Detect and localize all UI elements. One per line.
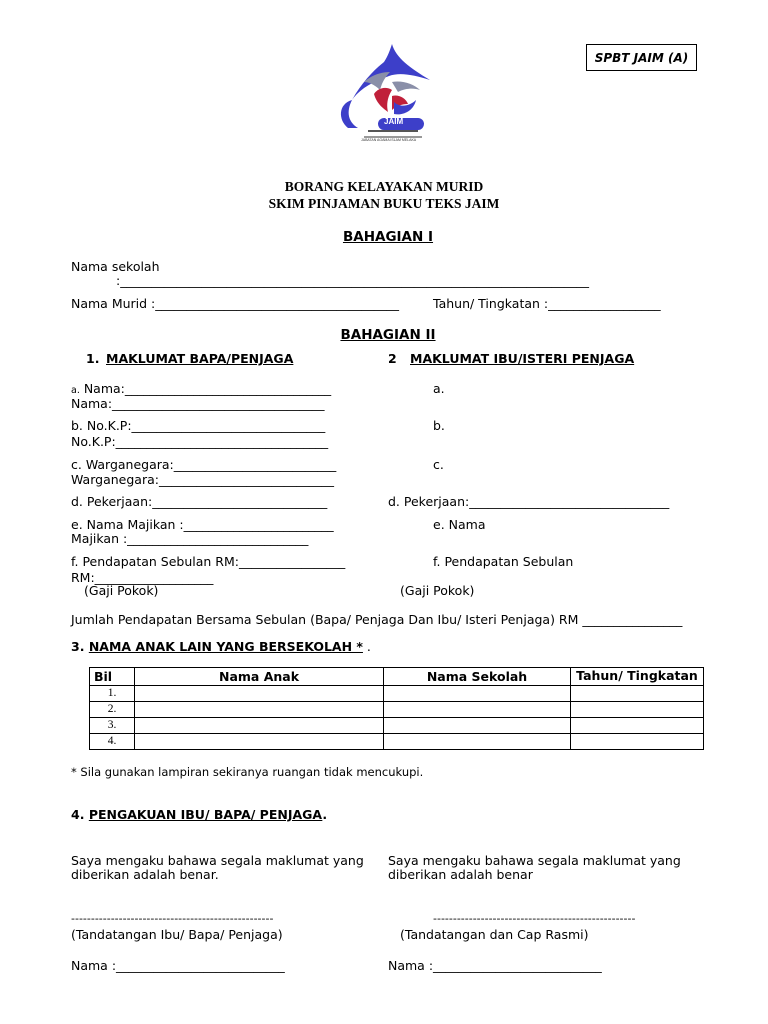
nama-anak-cell[interactable] <box>135 702 384 718</box>
form-title-2: SKIM PINJAMAN BUKU TEKS JAIM <box>268 196 500 211</box>
bapa-nokp-line-2[interactable]: No.K.P:__________________________________ <box>71 434 329 449</box>
ibu-majikan-field[interactable]: e. Nama <box>433 517 486 532</box>
col-header-bil: Bil <box>90 668 135 686</box>
section-1-title: MAKLUMAT BAPA/PENJAGA <box>106 351 294 366</box>
bahagian-2-heading: BAHAGIAN II <box>340 327 436 343</box>
bapa-pendapatan-line-2[interactable]: RM:___________________ <box>71 570 214 585</box>
right-signature-label: (Tandatangan dan Cap Rasmi) <box>400 927 589 942</box>
left-nama-field[interactable]: Nama :___________________________ <box>71 958 285 973</box>
row-number: 3. <box>90 718 135 734</box>
left-signature-line[interactable]: --------------------------------------------------- <box>71 912 274 925</box>
table-row <box>90 686 704 702</box>
form-title-1: BORANG KELAYAKAN MURID <box>284 179 484 194</box>
nama-sekolah-cell[interactable] <box>384 686 571 702</box>
table-row <box>90 734 704 750</box>
bapa-nama-prefix: a. <box>71 385 80 396</box>
lampiran-note: * Sila gunakan lampiran sekiranya ruangan tidak mencukupi. <box>71 765 424 779</box>
bapa-warganegara-line-2[interactable]: Warganegara:____________________________ <box>71 472 334 487</box>
ibu-gaji-pokok-label: (Gaji Pokok) <box>400 583 475 598</box>
bapa-pendapatan-field[interactable]: f. Pendapatan Sebulan RM:_________________ <box>71 554 346 569</box>
ibu-warganegara-field[interactable]: c. <box>433 457 444 472</box>
right-nama-field[interactable]: Nama :___________________________ <box>388 958 602 973</box>
left-declaration-line-1: Saya mengaku bahawa segala maklumat yang <box>71 853 364 868</box>
nama-sekolah-cell[interactable] <box>384 702 571 718</box>
jaim-logo-icon <box>334 42 438 146</box>
col-header-nama-anak: Nama Anak <box>135 668 384 686</box>
bapa-nama-line-2[interactable]: Nama:__________________________________ <box>71 396 325 411</box>
left-signature-label: (Tandatangan Ibu/ Bapa/ Penjaga) <box>71 927 283 942</box>
nama-anak-cell[interactable] <box>135 718 384 734</box>
ibu-nama-field[interactable]: a. <box>433 381 445 396</box>
bapa-warganegara-field[interactable]: c. Warganegara:__________________________ <box>71 457 337 472</box>
bapa-nama-field[interactable] <box>71 381 331 396</box>
section-4-title: PENGAKUAN IBU/ BAPA/ PENJAGA <box>88 807 323 822</box>
section-4-num: 4. <box>71 807 85 822</box>
tahun-cell[interactable] <box>571 718 704 734</box>
ibu-pendapatan-field[interactable]: f. Pendapatan Sebulan <box>433 554 574 569</box>
nama-sekolah-label: Nama sekolah <box>71 259 160 274</box>
section-4-suffix: . <box>322 807 328 822</box>
section-3-heading <box>71 639 371 654</box>
section-3-num: 3. <box>71 639 85 654</box>
tahun-cell[interactable] <box>571 702 704 718</box>
nama-sekolah-cell[interactable] <box>384 718 571 734</box>
bapa-majikan-line-2[interactable]: Majikan :_____________________________ <box>71 531 309 546</box>
left-declaration-line-2: diberikan adalah benar. <box>71 867 219 882</box>
right-declaration-line-2: diberikan adalah benar <box>388 867 533 882</box>
bapa-majikan-field[interactable]: e. Nama Majikan :________________________ <box>71 517 334 532</box>
form-code: SPBT JAIM (A) <box>594 50 689 65</box>
bapa-nokp-field[interactable]: b. No.K.P:_______________________________ <box>71 418 326 433</box>
anak-table <box>89 667 704 750</box>
nama-anak-cell[interactable] <box>135 734 384 750</box>
logo-subtitle: JABATAN AGAMA ISLAM MELAKA <box>361 138 417 142</box>
jaim-logo <box>334 42 438 146</box>
row-number: 2. <box>90 702 135 718</box>
table-row <box>90 702 704 718</box>
section-1-num: 1. <box>86 351 100 366</box>
right-declaration-line-1: Saya mengaku bahawa segala maklumat yang <box>388 853 681 868</box>
nama-murid-field[interactable]: Nama Murid :_______________________________________ <box>71 296 400 311</box>
bapa-gaji-pokok-label: (Gaji Pokok) <box>84 583 159 598</box>
col-header-tahun: Tahun/ Tingkatan <box>571 668 704 686</box>
tahun-cell[interactable] <box>571 734 704 750</box>
table-row <box>90 718 704 734</box>
nama-sekolah-cell[interactable] <box>384 734 571 750</box>
logo-text: JAIM <box>384 117 404 126</box>
tahun-cell[interactable] <box>571 686 704 702</box>
form-code-box <box>586 44 697 71</box>
ibu-nokp-field[interactable]: b. <box>433 418 445 433</box>
jumlah-pendapatan-field[interactable]: Jumlah Pendapatan Bersama Sebulan (Bapa/ Penjaga Dan Ibu/ Isteri Penjaga) RM ________________ <box>71 612 683 627</box>
section-2-num: 2 <box>388 351 397 366</box>
right-signature-line[interactable]: --------------------------------------------------- <box>433 912 636 925</box>
table-header-row <box>90 668 704 686</box>
col-header-nama-sekolah: Nama Sekolah <box>384 668 571 686</box>
row-number: 1. <box>90 686 135 702</box>
nama-sekolah-field[interactable]: :___________________________________________________________________________ <box>116 273 589 288</box>
bapa-pekerjaan-field[interactable]: d. Pekerjaan:____________________________ <box>71 494 328 509</box>
nama-anak-cell[interactable] <box>135 686 384 702</box>
tahun-tingkatan-field[interactable]: Tahun/ Tingkatan :__________________ <box>433 296 661 311</box>
bapa-nama-line: Nama:_________________________________ <box>83 381 332 396</box>
section-3-title: NAMA ANAK LAIN YANG BERSEKOLAH * <box>88 639 363 654</box>
section-4-heading <box>71 807 327 822</box>
row-number: 4. <box>90 734 135 750</box>
section-2-title: MAKLUMAT IBU/ISTERI PENJAGA <box>410 351 635 366</box>
bahagian-1-heading: BAHAGIAN I <box>342 229 434 245</box>
ibu-pekerjaan-field[interactable]: d. Pekerjaan:________________________________ <box>388 494 670 509</box>
section-3-suffix: . <box>362 639 371 654</box>
